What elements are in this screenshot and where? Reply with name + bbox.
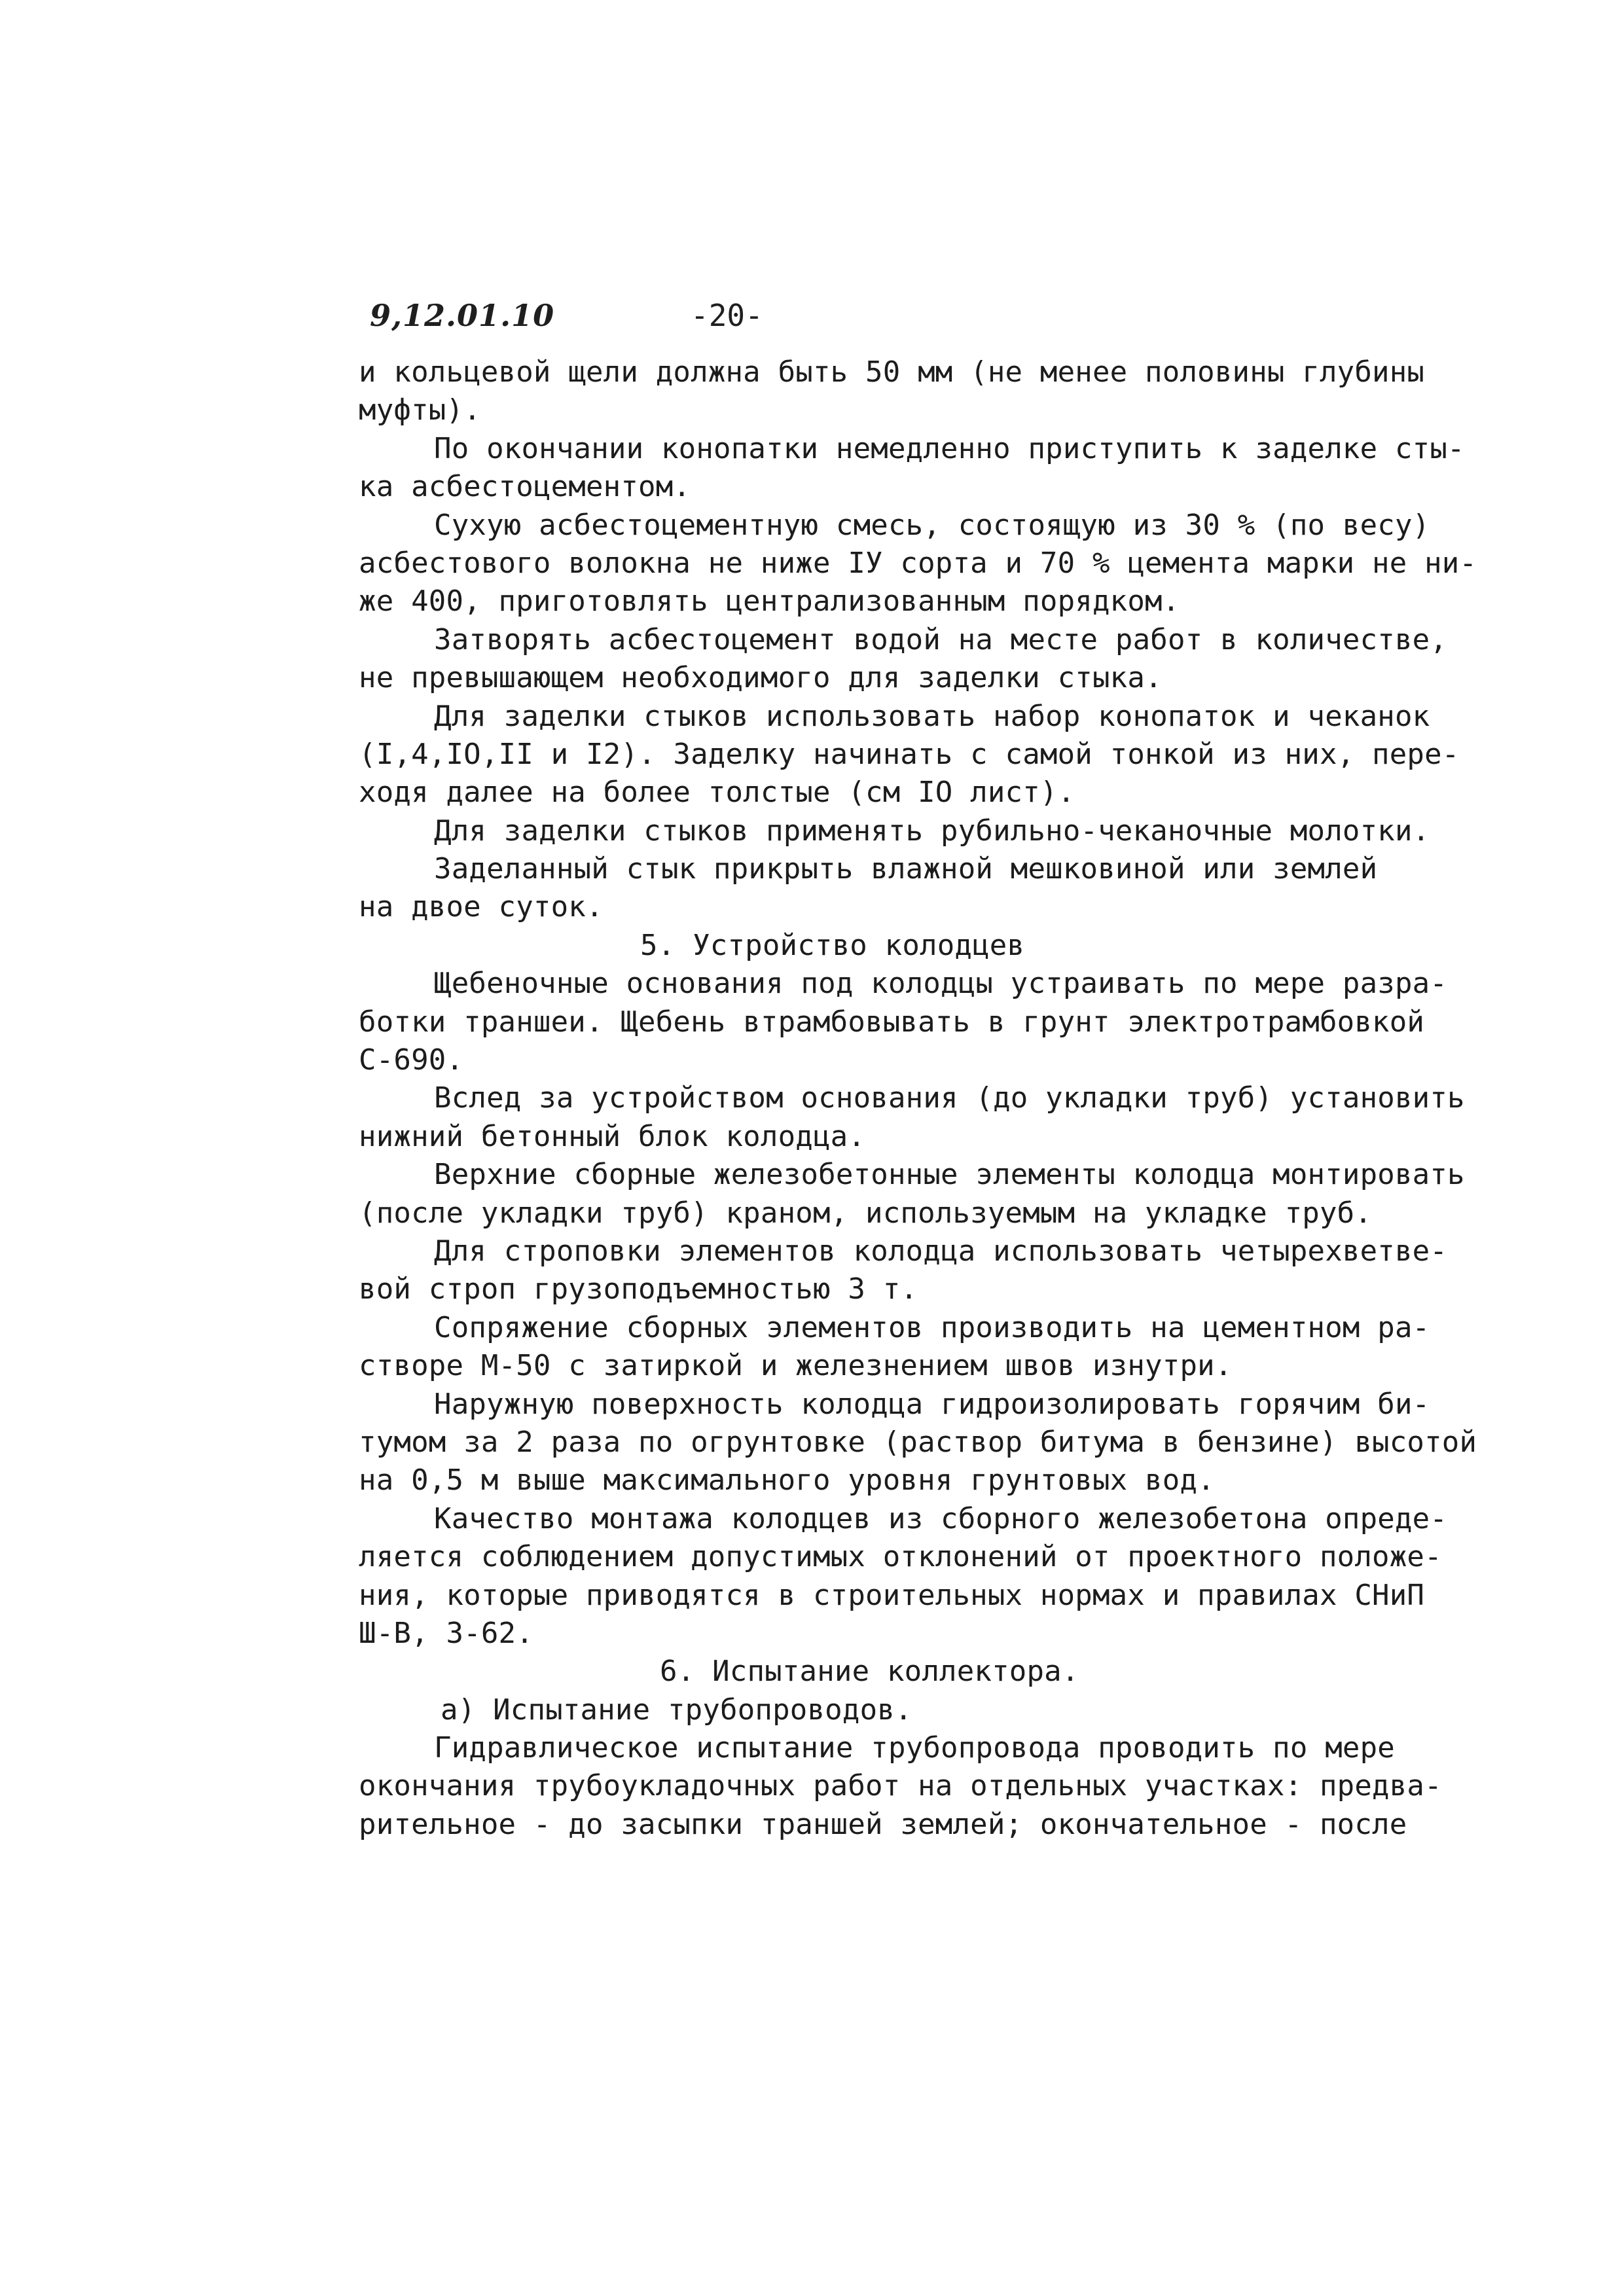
text-line: и кольцевой щели должна быть 50 мм (не менее половины глубины: [359, 355, 1425, 389]
paragraph-start-line: По окончании конопатки немедленно приступить к заделке сты-: [434, 431, 1465, 465]
paragraph-start-line: Для строповки элементов колодца использовать четырехветве-: [434, 1234, 1448, 1268]
text-line: С-690.: [359, 1043, 464, 1077]
document-body: [359, 353, 1477, 1844]
document-code: 9,12.01.10: [370, 298, 555, 333]
text-line: ходя далее на более толстые (см IO лист).: [359, 776, 1075, 810]
text-line: (после укладки труб) краном, используемым на укладке труб.: [359, 1196, 1373, 1230]
paragraph-start-line: Сопряжение сборных элементов производить на цементном ра-: [434, 1310, 1430, 1344]
paragraph-start-line: Наружную поверхность колодца гидроизолировать горячим би-: [434, 1387, 1430, 1421]
subsection-heading: а) Испытание трубопроводов.: [441, 1693, 912, 1727]
paragraph-start-line: Качество монтажа колодцев из сборного железобетона опреде-: [434, 1501, 1448, 1535]
section-heading: 6. Испытание коллектора.: [660, 1655, 1079, 1689]
text-line: асбестового волокна не ниже IУ сорта и 70 % цемента марки не ни-: [359, 546, 1477, 580]
text-line: окончания трубоукладочных работ на отдельных участках: предва-: [359, 1769, 1442, 1803]
text-line: же 400, приготовлять централизованным порядком.: [359, 584, 1180, 619]
text-line: створе М-50 с затиркой и железнением швов изнутри.: [359, 1349, 1233, 1383]
text-line: на 0,5 м выше максимального уровня грунтовых вод.: [359, 1463, 1215, 1498]
section-heading: 5. Устройство колодцев: [640, 928, 1025, 962]
text-line: на двое суток.: [359, 890, 604, 924]
text-line: не превышающем необходимого для заделки стыка.: [359, 661, 1163, 695]
text-line: муфты).: [359, 393, 481, 427]
paragraph-start-line: Верхние сборные железобетонные элементы колодца монтировать: [434, 1158, 1465, 1192]
text-line: ния, которые приводятся в строительных нормах и правилах СНиП: [359, 1578, 1425, 1612]
text-line: нижний бетонный блок колодца.: [359, 1119, 866, 1153]
paragraph-start-line: Заделанный стык прикрыть влажной мешковиной или землей: [434, 852, 1378, 886]
paragraph-start-line: Щебеночные основания под колодцы устраивать по мере разра-: [434, 967, 1448, 1001]
text-line: ботки траншеи. Щебень втрамбовывать в грунт электротрамбовкой: [359, 1005, 1425, 1039]
paragraph-start-line: Затворять асбестоцемент водой на месте работ в количестве,: [434, 622, 1448, 656]
text-line: ляется соблюдением допустимых отклонений от проектного положе-: [359, 1540, 1442, 1574]
text-line: ка асбестоцементом.: [359, 470, 691, 504]
paragraph-start-line: Вслед за устройством основания (до укладки труб) установить: [434, 1081, 1465, 1115]
text-line: вой строп грузоподъемностью 3 т.: [359, 1272, 918, 1306]
text-line: тумом за 2 раза по огрунтовке (раствор битума в бензине) высотой: [359, 1425, 1477, 1459]
paragraph-start-line: Для заделки стыков использовать набор конопаток и чеканок: [434, 699, 1430, 733]
page-number: -20-: [691, 298, 763, 333]
text-line: (I,4,IO,II и I2). Заделку начинать с самой тонкой из них, пере-: [359, 737, 1460, 771]
page-header: [370, 298, 1155, 337]
paragraph-start-line: Для заделки стыков применять рубильно-чеканочные молотки.: [434, 814, 1430, 848]
paragraph-start-line: Гидравлическое испытание трубопровода проводить по мере: [434, 1731, 1395, 1765]
text-line: рительное - до засыпки траншей землей; окончательное - после: [359, 1807, 1407, 1841]
paragraph-start-line: Сухую асбестоцементную смесь, состоящую из 30 % (по весу): [434, 508, 1430, 542]
text-line: Ш-В, 3-62.: [359, 1616, 533, 1650]
